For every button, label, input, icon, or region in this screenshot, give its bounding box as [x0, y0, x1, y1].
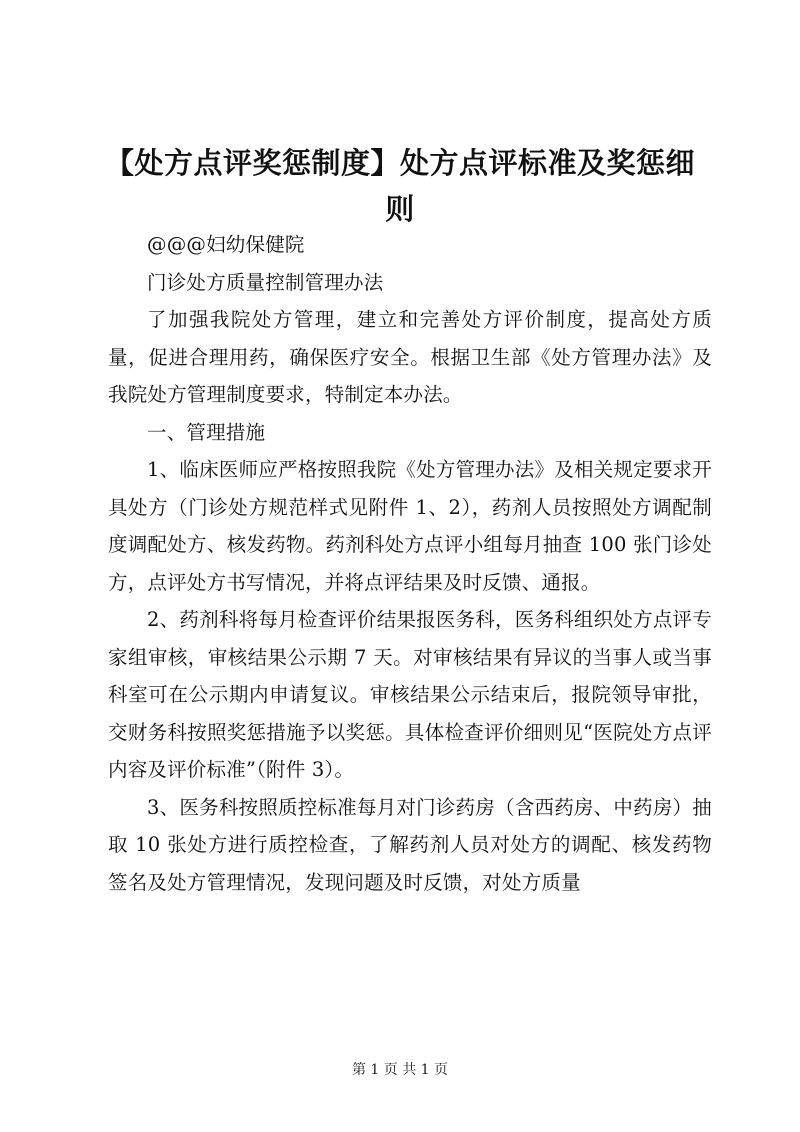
intro-paragraph: 了加强我院处方管理，建立和完善处方评价制度，提高处方质量，促进合理用药，确保医疗安全。根据卫生部《处方管理办法》及我院处方管理制度要求，特制定本办法。: [108, 308, 712, 406]
document-title: 【处方点评奖惩制度】处方点评标准及奖惩细则: [104, 146, 695, 226]
clause-1-paragraph: 1、临床医师应严格按照我院《处方管理办法》及相关规定要求开具处方（门诊处方规范样式见附件 1、2），药剂人员按照处方调配制度调配处方、核发药物。药剂科处方点评小组每月抽查 100 张门诊处方，点评处方书写情况，并将点评结果及时反馈、通报。: [108, 458, 712, 594]
document-body: [108, 226, 712, 901]
section-heading-management-measures: 一、管理措施: [147, 420, 266, 444]
page-footer: 第 1 页 共 1 页: [351, 1062, 449, 1078]
clause-2-paragraph: 2、药剂科将每月检查评价结果报医务科，医务科组织处方点评专家组审核，审核结果公示期 7 天。对审核结果有异议的当事人或当事科室可在公示期内申请复议。审核结果公示结束后，报院领导审批，交财务科按照奖惩措施予以奖惩。具体检查评价细则见“医院处方点评内容及评价标准”（附件 3）。: [108, 608, 712, 781]
method-title: 门诊处方质量控制管理办法: [147, 270, 384, 294]
hospital-name: @@@妇幼保健院: [147, 233, 305, 256]
clause-3-paragraph: 3、医务科按照质控标准每月对门诊药房（含西药房、中药房）抽取 10 张处方进行质控检查，了解药剂人员对处方的调配、核发药物签名及处方管理情况，发现问题及时反馈，对处方质量: [108, 795, 712, 894]
